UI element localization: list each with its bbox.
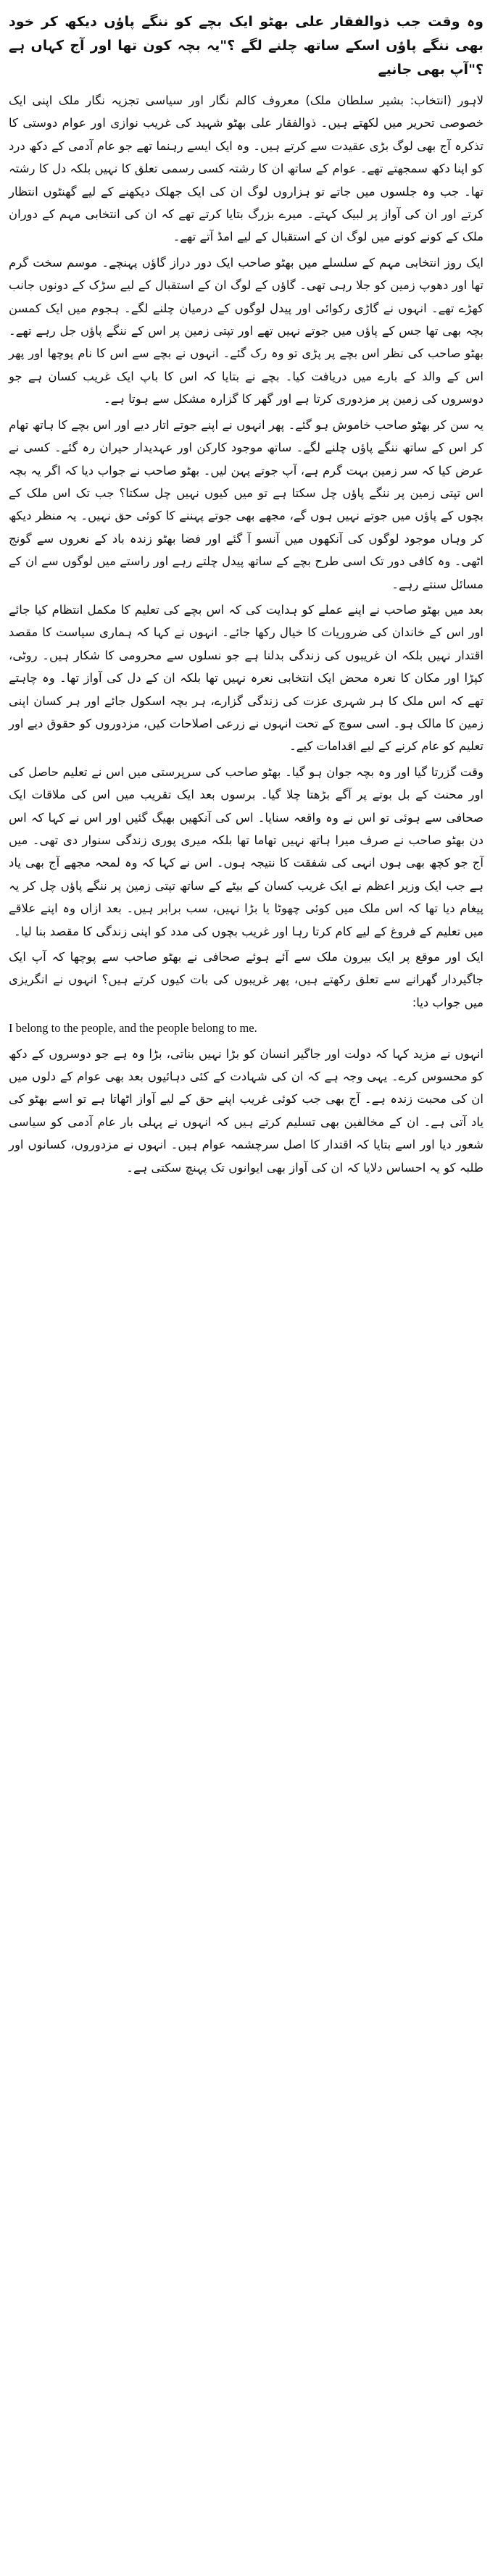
paragraph: ایک روز انتخابی مہم کے سلسلے میں بھٹو صاحب ایک دور دراز گاؤں پہنچے۔ موسم سخت گرم تھا اور دھوپ زمین کو جلا رہی تھی۔ گاؤں کے لوگ ان کے استقبال کے لیے سڑک کے دونوں جانب کھڑے تھے۔ انہوں نے گاڑی رکوائی اور پیدل لوگوں کے درمیان چلنے لگے۔ ہجوم میں ایک کمسن بچہ بھی تھا جس کے پاؤں میں جوتے نہیں تھے اور تپتی زمین پر اس کے ننگے پاؤں جل رہے تھے۔ بھٹو صاحب کی نظر اس بچے پر پڑی تو وہ رک گئے۔ انہوں نے بچے سے اس کا نام پوچھا اور پھر اس کے والد کے بارے میں دریافت کیا۔ بچے نے بتایا کہ اس کا باپ ایک غریب کسان ہے جو دوسروں کی زمین پر مزدوری کرتا ہے اور گھر کا گزارہ مشکل سے ہوتا ہے۔ — [9, 255, 484, 407]
english-quote: I belong to the people, and the people belong to me. — [9, 1021, 257, 1035]
paragraph: یہ سن کر بھٹو صاحب خاموش ہو گئے۔ پھر انہوں نے اپنے جوتے اتار دیے اور اس بچے کا ہاتھ تھام کر اس کے ساتھ ننگے پاؤں چلنے لگے۔ ساتھ موجود کارکن اور عہدیدار حیران رہ گئے۔ کسی نے عرض کیا کہ سر زمین بہت گرم ہے، آپ جوتے پہن لیں۔ بھٹو صاحب نے جواب دیا کہ اگر یہ بچہ اس تپتی زمین پر ننگے پاؤں چل سکتا ہے تو میں کیوں نہیں چل سکتا؟ جب تک اس ملک کے بچوں کے پاؤں میں جوتے نہیں ہوں گے، مجھے بھی جوتے پہننے کا کوئی حق نہیں۔ یہ منظر دیکھ کر وہاں موجود لوگوں کی آنکھوں میں آنسو آ گئے اور فضا بھٹو زندہ باد کے نعروں سے گونج اٹھی۔ وہ کافی دور تک اسی طرح بچے کے ساتھ پیدل چلتے رہے اور راستے میں لوگوں سے ان کے مسائل سنتے رہے۔ — [9, 417, 484, 591]
paragraph: لاہور (انتخاب: بشیر سلطان ملک) معروف کالم نگار اور سیاسی تجزیہ نگار ملک اپنی ایک خصوصی تحریر میں لکھتے ہیں۔ ذوالفقار علی بھٹو شہید کی غریب نوازی اور عوام دوستی کا تذکرہ آج بھی لوگ بڑی عقیدت سے کرتے ہیں۔ وہ ایک ایسے رہنما تھے جو عام آدمی کے دکھ درد کو اپنا دکھ سمجھتے تھے۔ عوام کے ساتھ ان کا رشتہ کسی رسمی تعلق کا نہیں بلکہ دل کا رشتہ تھا۔ جب وہ جلسوں میں جاتے تو ہزاروں لوگ ان کی ایک جھلک دیکھنے کے لیے گھنٹوں انتظار کرتے اور ان کی آواز پر لبیک کہتے۔ میرے بزرگ بتایا کرتے تھے کہ ان کی انتخابی مہم کے دوران ملک کے کونے کونے میں لوگ ان کے استقبال کے لیے امڈ آتے تھے۔ — [9, 93, 484, 244]
headline: وہ وقت جب ذوالفقار علی بھٹو ایک بچے کو ننگے پاؤں دیکھ کر خود بھی ننگے پاؤں اسکے ساتھ چلنے لگے ؟"یہ بچہ کون تھا اور آج کہاں ہے ؟"آپ بھی جانیے — [9, 14, 484, 78]
paragraph: وقت گزرتا گیا اور وہ بچہ جوان ہو گیا۔ بھٹو صاحب کی سرپرستی میں اس نے تعلیم حاصل کی اور محنت کے بل بوتے پر آگے بڑھتا چلا گیا۔ برسوں بعد ایک تقریب میں اس کی ملاقات ایک صحافی سے ہوئی تو اس نے وہ واقعہ سنایا۔ اس کی آنکھیں بھیگ گئیں اور اس نے کہا کہ اس دن بھٹو صاحب نے صرف میرا ہاتھ نہیں تھاما تھا بلکہ میری پوری زندگی سنوار دی تھی۔ میں آج جو کچھ بھی ہوں انہی کی شفقت کا نتیجہ ہوں۔ اس نے کہا کہ وہ لمحہ مجھے آج بھی یاد ہے جب ایک وزیر اعظم نے ایک غریب کسان کے بیٹے کے ساتھ تپتی زمین پر ننگے پاؤں چل کر یہ پیغام دیا تھا کہ اس ملک میں کوئی چھوٹا یا بڑا نہیں، سب برابر ہیں۔ بعد ازاں وہ اپنے علاقے میں تعلیم کے فروغ کے لیے کام کرتا رہا اور غریب بچوں کی مدد کو اپنی زندگی کا مقصد بنا لیا۔ — [9, 764, 484, 938]
paragraph: انہوں نے مزید کہا کہ دولت اور جاگیر انسان کو بڑا نہیں بناتی، بڑا وہ ہے جو دوسروں کے دکھ کو محسوس کرے۔ یہی وجہ ہے کہ ان کی شہادت کے کئی دہائیوں بعد بھی عوام کے دلوں میں ان کی محبت زندہ ہے۔ آج بھی جب کوئی غریب اپنے حق کے لیے آواز اٹھاتا ہے تو اسے بھٹو کی یاد آتی ہے۔ ان کے مخالفین بھی تسلیم کرتے ہیں کہ انہوں نے پہلی بار عام آدمی کو سیاسی شعور دیا اور اسے بتایا کہ اقتدار کا اصل سرچشمہ عوام ہیں۔ انہوں نے مزدوروں، کسانوں اور طلبہ کو یہ احساس دلایا کہ ان کی آواز بھی ایوانوں تک پہنچ سکتی ہے۔ — [9, 1046, 484, 1175]
paragraph: ایک اور موقع پر ایک بیرون ملک سے آئے ہوئے صحافی نے بھٹو صاحب سے پوچھا کہ آپ ایک جاگیردار گھرانے سے تعلق رکھتے ہیں، پھر غریبوں کی بات کیوں کرتے ہیں؟ انہوں نے انگریزی میں جواب دیا: — [9, 950, 484, 1009]
paragraph: بعد میں بھٹو صاحب نے اپنے عملے کو ہدایت کی کہ اس بچے کی تعلیم کا مکمل انتظام کیا جائے اور اس کے خاندان کی ضروریات کا خیال رکھا جائے۔ انہوں نے کہا کہ ہماری سیاست کا مقصد اقتدار نہیں بلکہ ان غریبوں کی زندگی بدلنا ہے جو نسلوں سے محرومی کا شکار ہیں۔ روٹی، کپڑا اور مکان کا نعرہ محض ایک انتخابی نعرہ نہیں تھا بلکہ ان کے دل کی آواز تھا۔ وہ چاہتے تھے کہ اس ملک کا ہر شہری عزت کی زندگی گزارے، ہر بچہ اسکول جائے اور ہر کسان اپنی زمین کا مالک ہو۔ اسی سوچ کے تحت انہوں نے زرعی اصلاحات کیں، مزدوروں کو حقوق دیے اور تعلیم کو عام کرنے کے لیے اقدامات کیے۔ — [9, 602, 484, 754]
article-body — [9, 89, 484, 1179]
